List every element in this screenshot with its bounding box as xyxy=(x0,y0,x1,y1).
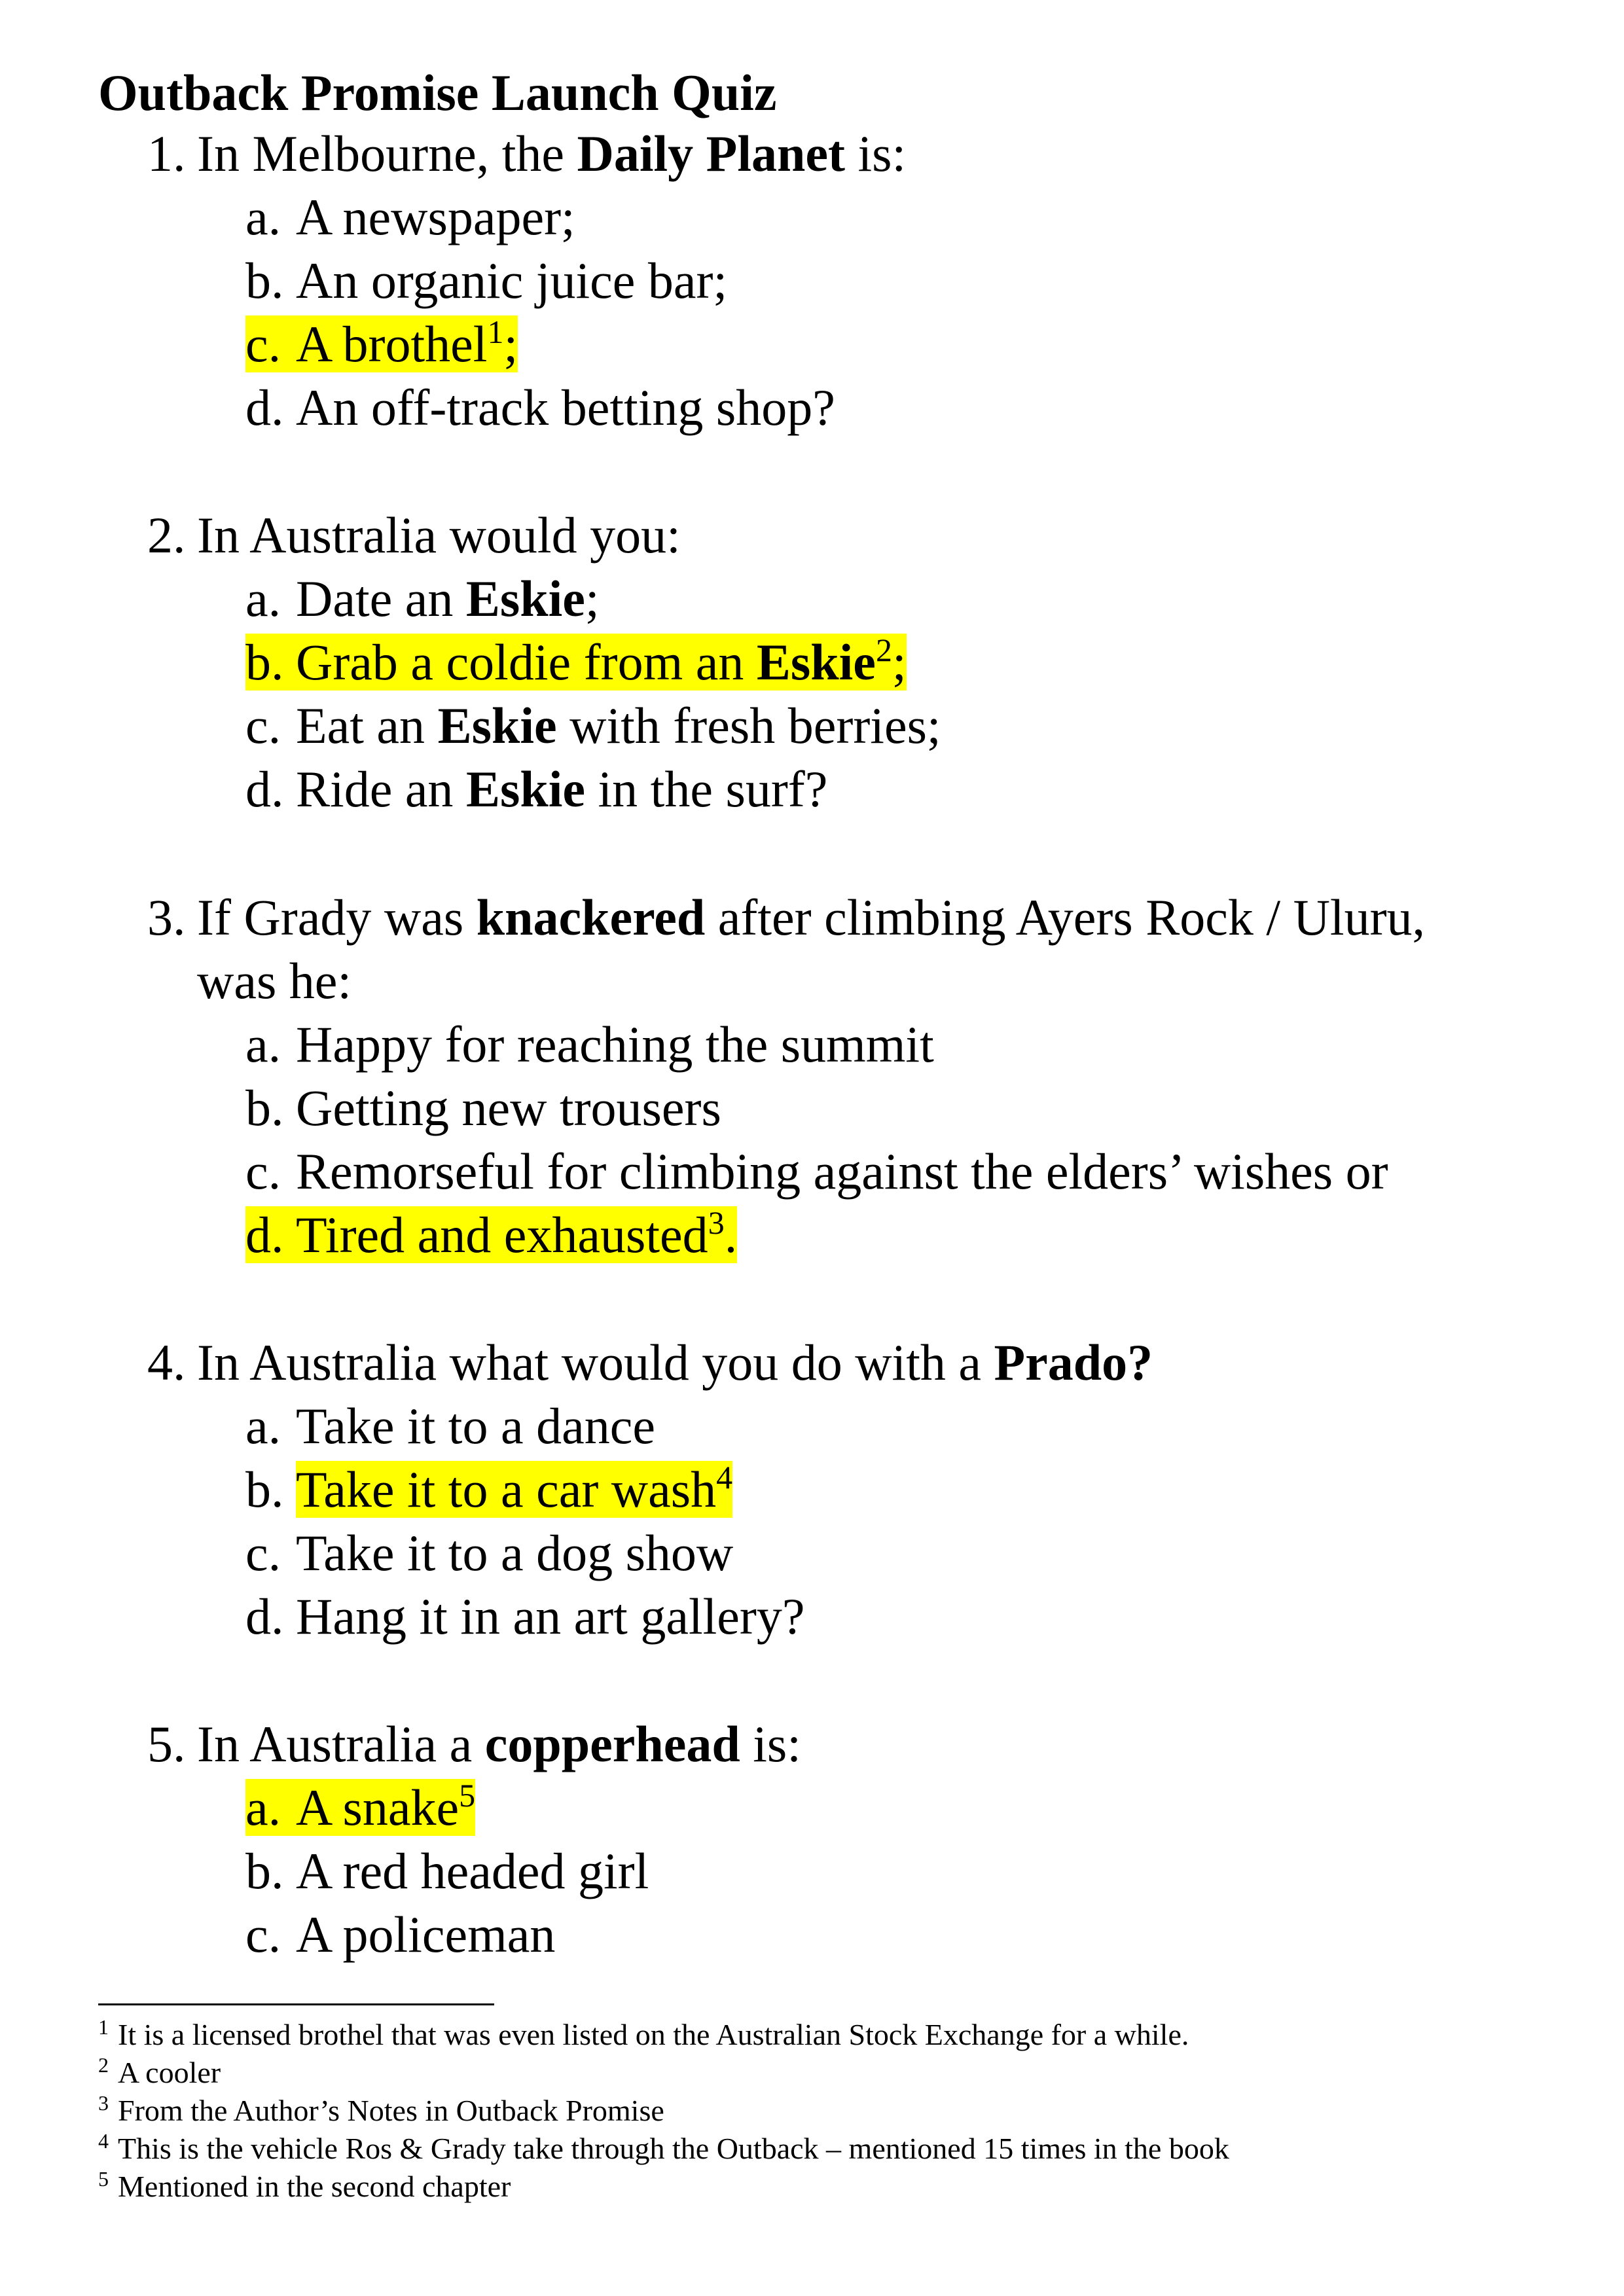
footnote-5 xyxy=(98,2168,511,2206)
option-4d xyxy=(245,1585,805,1648)
question-5 xyxy=(147,1712,801,1776)
footnote-4 xyxy=(98,2130,1229,2168)
footnote-separator xyxy=(98,2003,494,2005)
question-4 xyxy=(147,1331,1153,1394)
option-2c xyxy=(245,694,941,757)
option-1c-answer xyxy=(245,312,518,376)
footnote-mark: 5 xyxy=(98,2167,109,2191)
option-letter: c. xyxy=(245,1906,281,1963)
answer-highlight xyxy=(245,1206,737,1263)
option-2a xyxy=(245,567,600,630)
option-letter: c. xyxy=(245,1143,281,1200)
option-text-pre: Grab a coldie from an xyxy=(296,634,757,691)
answer-highlight xyxy=(245,315,518,372)
option-3d-answer xyxy=(245,1203,737,1266)
option-4a xyxy=(245,1394,655,1458)
question-number: 5. xyxy=(147,1715,186,1772)
question-number: 1. xyxy=(147,125,186,182)
option-5c xyxy=(245,1903,555,1966)
option-term: Eskie xyxy=(465,570,585,627)
question-term: Prado? xyxy=(994,1334,1153,1391)
option-punct: ; xyxy=(503,315,518,372)
footnote-text: This is the vehicle Ros & Grady take through the Outback – mentioned 15 times in the book xyxy=(118,2132,1229,2165)
option-term: Eskie xyxy=(756,634,876,691)
option-text-pre: Eat an xyxy=(296,697,438,754)
option-letter: b. xyxy=(245,252,284,309)
footnote-text: It is a licensed brothel that was even listed on the Australian Stock Exchange for a while. xyxy=(118,2018,1189,2051)
option-text: An off-track betting shop? xyxy=(296,379,835,436)
question-text-pre: In Australia a xyxy=(197,1715,485,1772)
option-letter: a. xyxy=(245,570,281,627)
option-2d xyxy=(245,757,827,821)
option-letter: d. xyxy=(245,379,284,436)
footnote-mark: 3 xyxy=(98,2091,109,2115)
option-2b-answer xyxy=(245,630,907,694)
option-letter: c. xyxy=(245,315,281,372)
question-term: copperhead xyxy=(484,1715,740,1772)
option-text: Take it to a dance xyxy=(296,1397,655,1454)
question-term: Daily Planet xyxy=(577,125,845,182)
footnote-ref: 4 xyxy=(716,1459,733,1496)
option-term: Eskie xyxy=(465,761,585,817)
footnote-ref: 5 xyxy=(459,1777,476,1814)
footnote-mark: 4 xyxy=(98,2129,109,2153)
footnote-ref: 2 xyxy=(875,632,892,668)
option-5a-answer xyxy=(245,1776,475,1839)
question-number: 2. xyxy=(147,507,186,564)
option-1a xyxy=(245,185,575,249)
option-text: A red headed girl xyxy=(296,1842,649,1899)
option-letter: d. xyxy=(245,1588,284,1645)
footnote-mark: 2 xyxy=(98,2053,109,2077)
option-letter: a. xyxy=(245,1016,281,1073)
footnote-mark: 1 xyxy=(98,2015,109,2039)
option-letter: b. xyxy=(245,1842,284,1899)
footnote-2 xyxy=(98,2054,221,2092)
option-3b xyxy=(245,1076,721,1139)
option-3c xyxy=(245,1139,1388,1203)
option-text: A snake xyxy=(296,1779,460,1836)
option-text: A policeman xyxy=(296,1906,556,1963)
option-letter: b. xyxy=(245,1461,284,1518)
question-1 xyxy=(147,122,906,185)
option-letter: b. xyxy=(245,634,284,691)
footnote-ref: 3 xyxy=(708,1204,725,1241)
option-text-pre: Date an xyxy=(296,570,466,627)
question-text-continued: was he: xyxy=(197,952,352,1009)
question-term: knackered xyxy=(476,889,706,946)
question-text-post: is: xyxy=(844,125,907,182)
option-letter: a. xyxy=(245,188,281,245)
option-text-post: ; xyxy=(892,634,907,691)
option-text: A brothel xyxy=(296,315,488,372)
question-text-pre: In Australia what would you do with a xyxy=(197,1334,994,1391)
page-title: Outback Promise Launch Quiz xyxy=(98,64,777,121)
option-letter: a. xyxy=(245,1397,281,1454)
option-text: Getting new trousers xyxy=(296,1079,721,1136)
footnote-3 xyxy=(98,2092,664,2130)
footnote-text: A cooler xyxy=(118,2056,221,2089)
option-letter: c. xyxy=(245,697,281,754)
option-text-pre: Ride an xyxy=(296,761,466,817)
option-text-post: in the surf? xyxy=(585,761,828,817)
question-text-pre: In Melbourne, the xyxy=(197,125,577,182)
footnote-ref: 1 xyxy=(487,314,504,350)
question-3 xyxy=(147,886,1425,1013)
option-text: A newspaper; xyxy=(296,188,575,245)
option-text: Take it to a car wash xyxy=(296,1461,717,1518)
footnote-text: From the Author’s Notes in Outback Promise xyxy=(118,2094,664,2127)
answer-highlight xyxy=(296,1461,732,1518)
option-3a xyxy=(245,1013,934,1076)
option-4c xyxy=(245,1521,733,1585)
footnote-1 xyxy=(98,2016,1189,2054)
option-letter: d. xyxy=(245,761,284,817)
option-text: Happy for reaching the summit xyxy=(296,1016,934,1073)
answer-highlight xyxy=(245,1779,475,1836)
option-letter: b. xyxy=(245,1079,284,1136)
footnote-text: Mentioned in the second chapter xyxy=(118,2170,511,2203)
option-term: Eskie xyxy=(437,697,557,754)
option-punct: . xyxy=(724,1206,738,1263)
question-text-pre: If Grady was xyxy=(197,889,477,946)
option-5b xyxy=(245,1839,649,1903)
option-text-post: with fresh berries; xyxy=(556,697,941,754)
option-text-post: ; xyxy=(585,570,600,627)
question-2 xyxy=(147,503,681,567)
option-text: Take it to a dog show xyxy=(296,1524,734,1581)
option-letter: d. xyxy=(245,1206,284,1263)
option-letter: a. xyxy=(245,1779,281,1836)
option-text: An organic juice bar; xyxy=(296,252,728,309)
question-text-pre: In Australia would you: xyxy=(197,507,681,564)
option-4b-answer xyxy=(245,1458,732,1521)
option-1b xyxy=(245,249,727,312)
question-text-post: is: xyxy=(740,1715,801,1772)
option-letter: c. xyxy=(245,1524,281,1581)
question-text-post: after climbing Ayers Rock / Uluru, xyxy=(705,889,1426,946)
option-text: Hang it in an art gallery? xyxy=(296,1588,805,1645)
answer-highlight xyxy=(245,634,907,691)
option-text: Tired and exhausted xyxy=(296,1206,708,1263)
option-1d xyxy=(245,376,835,439)
question-number: 3. xyxy=(147,889,186,946)
question-number: 4. xyxy=(147,1334,186,1391)
option-text: Remorseful for climbing against the elders’ wishes or xyxy=(296,1143,1388,1200)
